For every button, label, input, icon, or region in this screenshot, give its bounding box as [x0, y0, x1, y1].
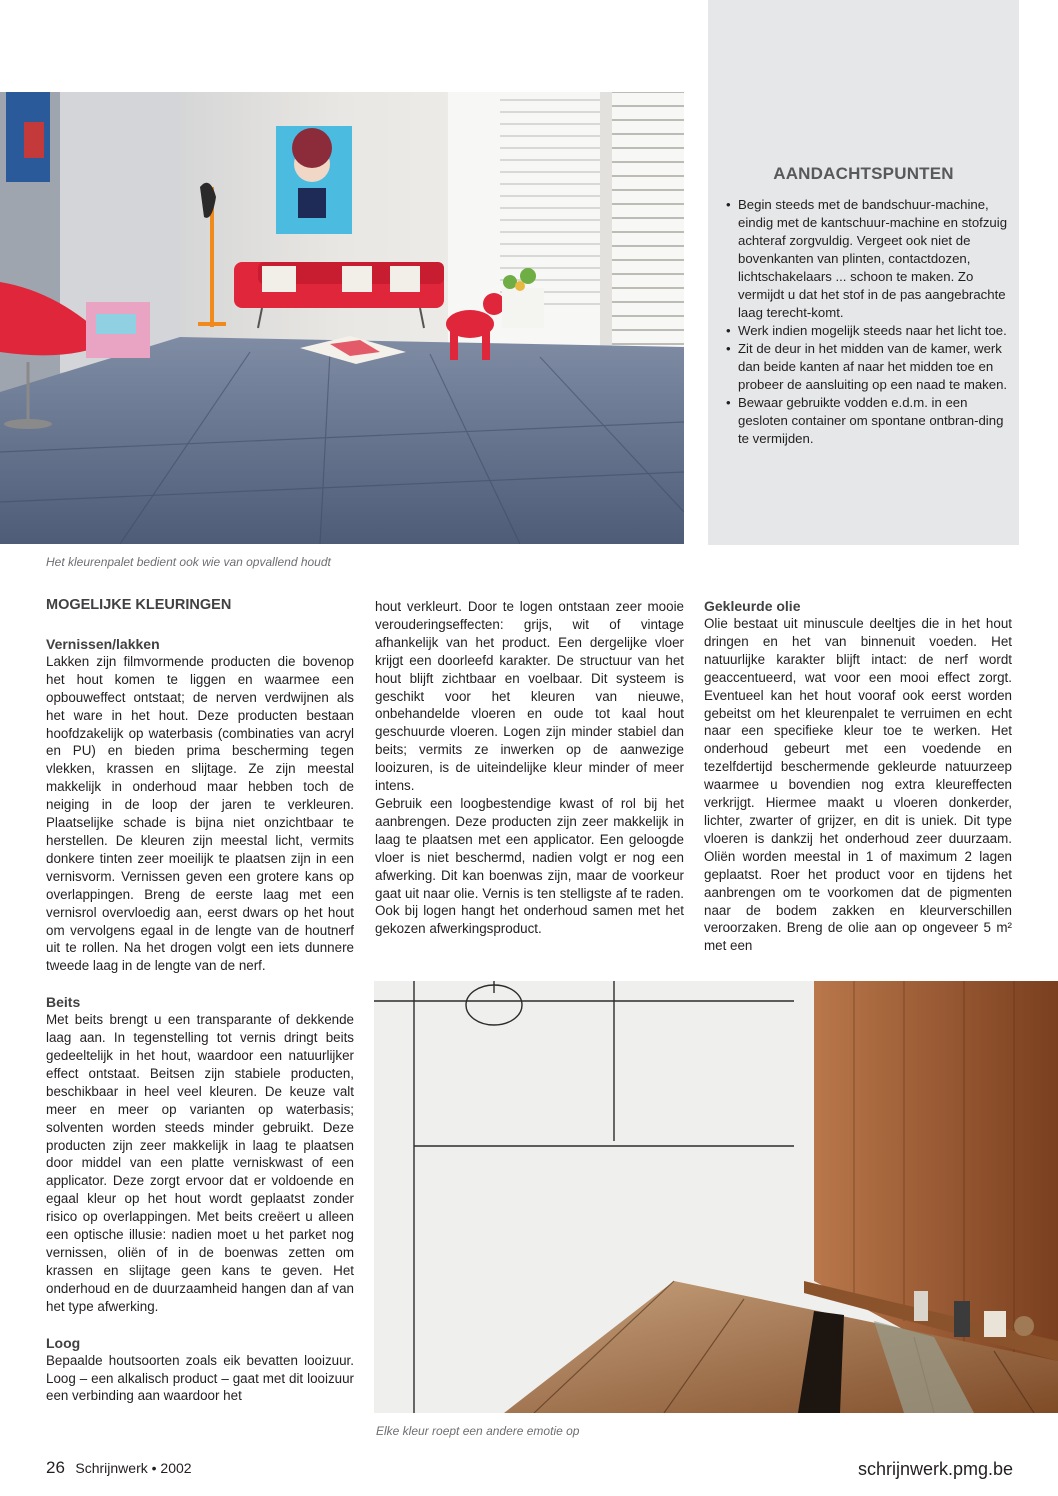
subheading-vernissen: Vernissen/lakken	[46, 635, 160, 652]
bedroom-photo	[374, 981, 1058, 1413]
column-middle	[375, 598, 684, 938]
page-number: 26	[46, 1458, 65, 1477]
living-room-photo	[0, 92, 684, 544]
website-link[interactable]: schrijnwerk.pmg.be	[857, 1459, 1013, 1479]
subheading-loog: Loog	[46, 1334, 81, 1351]
paragraph-gekleurde-olie: Olie bestaat uit minuscule deeltjes die in het hout dringen en het van binnenuit voeden. Het natuurlijke karakter blijft intact: de nerf wordt geaccentueerd, wat voor een mooi effect zorgt. Eventueel kan het hout vooraf ook eerst worden gebeitst om het kleurenpalet te verruimen en echt naar een specifieke kleur toe te werken. Het onderhoud gebeurt met een voedende en tezelfdertijd beschermende gekleurde natuurzeep waarmee u bovendien nog extra kleureffecten verkrijgt. Hiermee maakt u vloeren donkerder, lichter, zwarter of grijzer, en dit is uniek. Dit type vloeren is dankzij het onderhoud zeer duurzaam. Oliën worden meestal in 1 of maximum 2 lagen geplaatst. Roer het product voor en tijdens het aanbrengen om te voorkomen dat de pigmenten naar de bodem zakken en kleurverschillen veroorzaken. Breng de olie aan op ongeveer 5 m² met een	[704, 616, 1012, 954]
photo-caption-bottom: Elke kleur roept een andere emotie op	[376, 1424, 580, 1438]
paragraph-loog-application: Gebruik een loogbestendige kwast of rol bij het aanbrengen. Deze producten zijn zeer makkelijk in laag te plaatsen met een applicator. Een geloogde vloer is niet beschermd, nadien volgt er nog een afwerking. Dit kan boenwas zijn, maar de voorkeur gaat uit naar olie. Vernis is ten stelligste af te raden. Ook bij logen hangt het onderhoud samen met het gekozen afwerkingsproduct.	[375, 795, 684, 937]
subheading-beits: Beits	[46, 994, 81, 1011]
column-right	[704, 597, 1012, 955]
column-left	[46, 597, 354, 1405]
attention-point: • Bewaar gebruikte vodden e.d.m. in een gesloten container om spontane ontbran-ding te vermijden.	[726, 394, 1010, 448]
page-footer-left	[46, 1458, 192, 1478]
photo-caption-top: Het kleurenpalet bedient ook wie van opvallend houdt	[46, 555, 331, 569]
paragraph-loog-continued: hout verkleurt. Door te logen ontstaan zeer mooie verouderingseffecten: grijs, wit of vintage afhankelijk van het product. Een dergelijke vloer krijgt een doorleefd karakter. De structuur van het hout blijft zichtbaar en voelbaar. Dit systeem is geschikt voor het kleuren van nieuwe, onbehandelde vloeren en oude tot kaal hout geschuurde vloeren. Logen zijn minder stabiel dan beits; vermits ze inwerken op de aanwezige looizuren, is de uiteindelijke kleur minder of meer intens.	[375, 599, 684, 794]
attention-point: • Werk indien mogelijk steeds naar het licht toe.	[726, 322, 1010, 340]
paragraph-loog: Bepaalde houtsoorten zoals eik bevatten looizuur. Loog – een alkalisch product – gaat met dit looizuur een verbinding aan waardoor het	[46, 1352, 354, 1404]
attention-point: • Zit de deur in het midden van de kamer, werk dan beide kanten af naar het midden toe en probeer de aansluiting op een naad te maken.	[726, 340, 1010, 394]
attention-points-box	[708, 0, 1019, 545]
attention-points-list	[726, 196, 1010, 448]
magazine-issue: Schrijnwerk • 2002	[75, 1460, 192, 1476]
attention-points-title: AANDACHTSPUNTEN	[773, 164, 954, 183]
paragraph-vernissen: Lakken zijn filmvormende producten die bovenop het hout komen te liggen en waarmee een opbouweffect ontstaat; de nerven verdwijnen als het ware in het hout. Deze producten bestaan hoofdzakelijk op waterbasis (combinaties van acryl en PU) en bieden prima bescherming tegen vlekken, krassen en slijtage. Ze zijn meestal makkelijk in onderhoud maar hebben toch de neiging in de loop der jaren te verkleuren. Plaatselijke schade is bijna niet onzichtbaar te herstellen. De kleuren zijn meestal licht, vermits donkere tinten zeer moeilijk te plaatsen zijn in een vernisvorm. Vernissen geven een grotere kans op overlappingen. Breng de eerste laag met een vernisrol overvloedig aan, eerst dwars op het hout om vervolgens egaal in de lengte van de houtnerf uit te rollen. Na het drogen volgt een iets dunnere tweede laag in de lengte van de nerf.	[46, 653, 354, 974]
attention-point: • Begin steeds met de bandschuur-machine, eindig met de kantschuur-machine en stofzuig achteraf zorgvuldig. Vergeet ook niet de bovenkanten van plinten, contactdozen, lichtschakelaars ... schoon te maken. Zo vermijdt u dat het stof in de pas aangebrachte laag terecht-komt.	[726, 196, 1010, 322]
paragraph-beits: Met beits brengt u een transparante of dekkende laag aan. In tegenstelling tot vernis dringt beits gedeeltelijk in het hout, waardoor een natuurlijker effect ontstaat. Beitsen zijn stabiele producten, beschikbaar in heel veel kleuren. De keuze valt meer en meer op varianten op waterbasis; solventen worden steeds minder gebruikt. Deze producten zijn zeer makkelijk in laag te plaatsen door middel van een platte verniskwast of een applicator. Deze zorgt ervoor dat er voldoende en egaal kleur op het hout wordt geplaatst zonder risico op overlappingen. Met beits creëert u alleen een optische illusie: nadien moet u het parket nog vernissen, oliën of in de boenwas zetten om krassen en slijtage geen kans te geven. Het onderhoud en de duurzaamheid hangen dan af van het type afwerking.	[46, 1012, 354, 1314]
section-title: MOGELIJKE KLEURINGEN	[46, 597, 232, 613]
subheading-gekleurde-olie: Gekleurde olie	[704, 598, 801, 614]
